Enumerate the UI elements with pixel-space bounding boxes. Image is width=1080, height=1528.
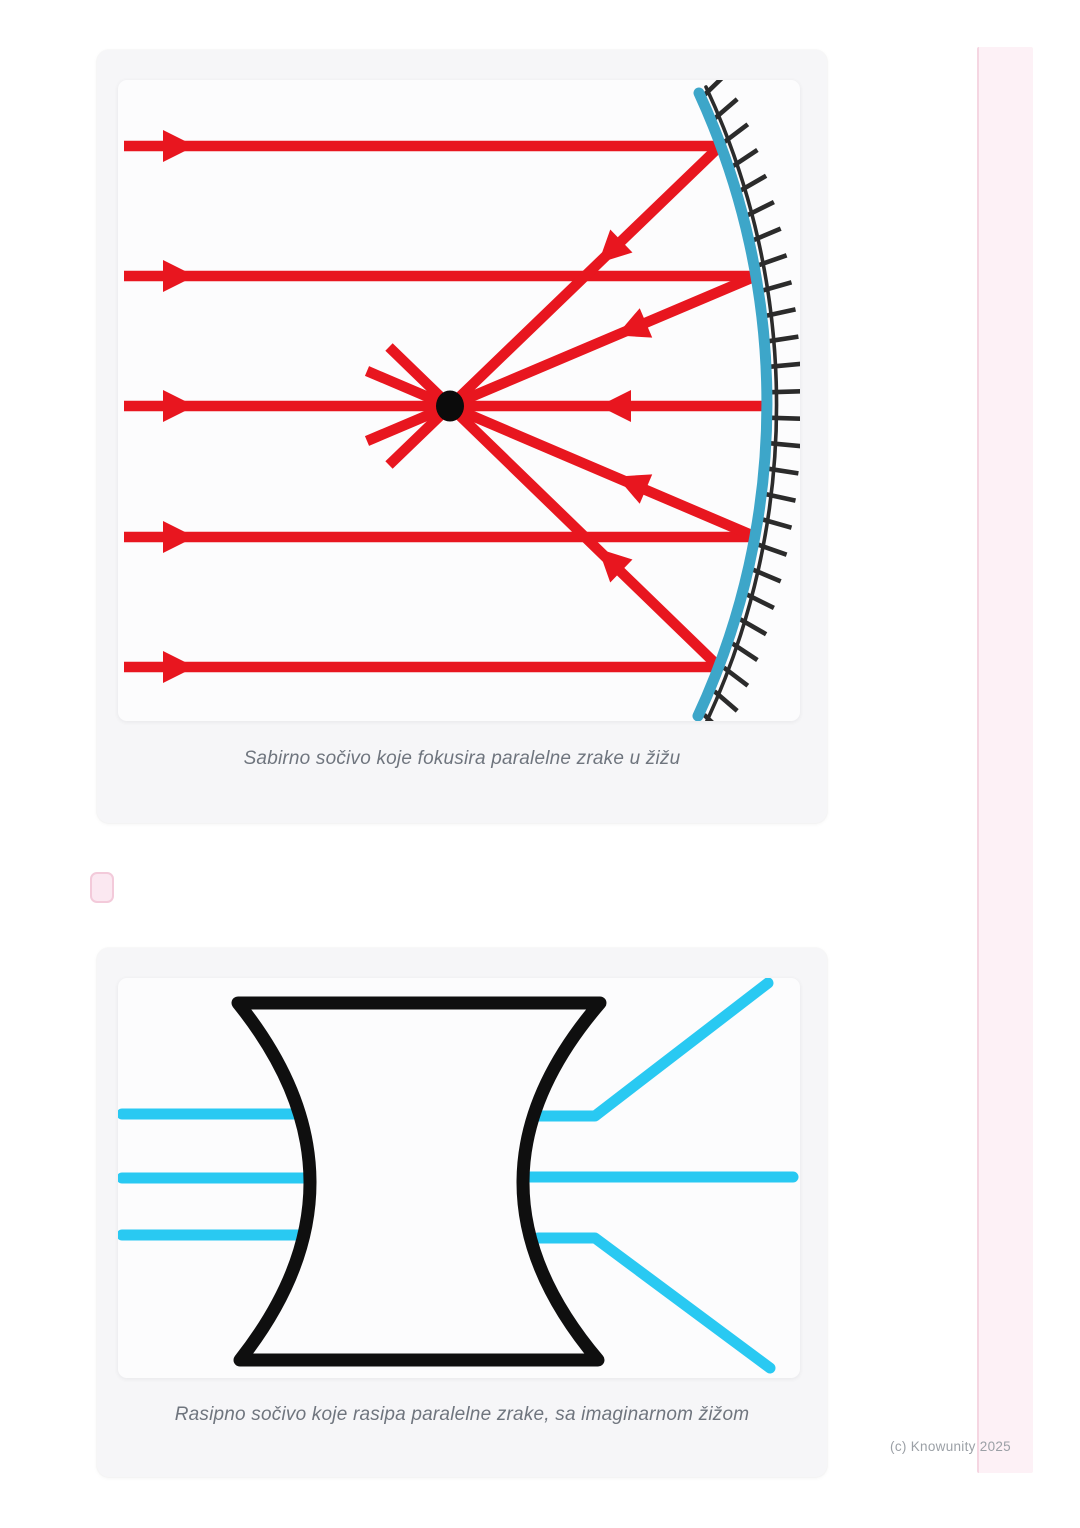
converging-mirror-diagram (118, 80, 800, 721)
figure-caption: Sabirno sočivo koje fokusira paralelne zrake u žižu (243, 748, 681, 769)
ray-arrowhead (163, 390, 195, 422)
ray-arrowhead (163, 130, 195, 162)
ray-arrowhead (163, 260, 195, 292)
diverging-lens-svg (118, 978, 800, 1378)
converging-mirror-svg (118, 80, 800, 721)
diverging-lens-diagram (118, 978, 800, 1378)
figure-caption: Rasipno sočivo koje rasipa paralelne zrake, sa imaginarnom žižom (174, 1404, 750, 1425)
mirror-hatching (704, 80, 800, 721)
watermark-text: (c) Knowunity 2025 (890, 1439, 1011, 1454)
ray-arrowhead (599, 390, 631, 422)
focal-point-dot (436, 391, 464, 422)
converging-mirror-figure-card (97, 50, 827, 823)
diverging-lens-figure-card (97, 948, 827, 1477)
ray-arrowhead (610, 308, 652, 350)
incident-rays (122, 1114, 307, 1235)
pink-highlight-stripe (977, 47, 1033, 1473)
reflected-ray (389, 146, 720, 465)
ray-arrowhead (163, 521, 195, 553)
diverged-ray-down (538, 1238, 770, 1368)
reflected-ray (389, 347, 719, 667)
pink-highlight-marker (90, 872, 114, 903)
ray-arrowhead (163, 651, 195, 683)
